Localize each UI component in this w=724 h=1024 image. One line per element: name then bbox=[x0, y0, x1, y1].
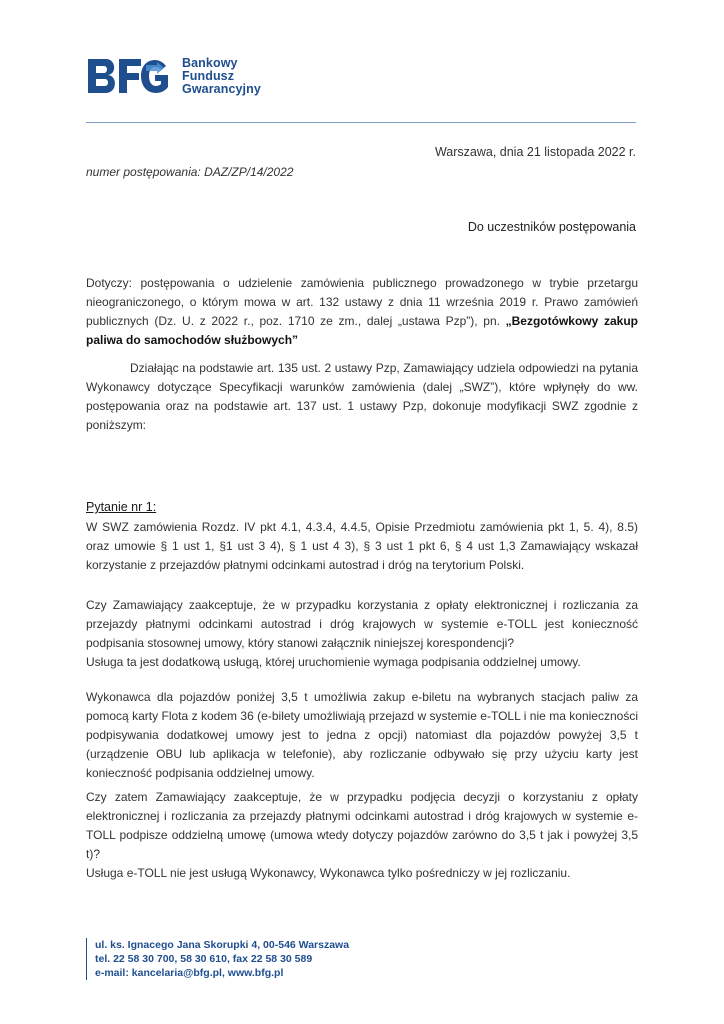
footer-phone: tel. 22 58 30 700, 58 30 610, fax 22 58 30 589 bbox=[95, 953, 313, 965]
subject-text: Dotyczy: postępowania o udzielenie zamówienia publicznego prowadzonego w trybie przetargu nieograniczonego, o którym mowa w art. 132 ustawy z dnia 11 września 2019 r. Prawo zamówień publicznych (Dz. U. z 2022 r., poz. 1710 ze zm., dalej „ustawa Pzp”), pn. bbox=[86, 276, 638, 328]
header-divider bbox=[86, 122, 636, 123]
question-text-3a: Wykonawca dla pojazdów poniżej 3,5 t umożliwia zakup e-biletu na wybranych stacjach paliw za pomocą karty Flota z kodem 36 (e-bilety umożliwiają przejazd w systemie e-TOLL i nie ma konieczności podpisywania dodatkowej umowy jest to jedna z opcji) natomiast dla pojazdów powyżej 3,5 t (urządzenie OBU lub aplikacja w telefonie), aby rozliczanie odbywało się przy użyciu karty jest konieczność podpisania oddzielnej umowy. bbox=[86, 690, 638, 780]
question-title: Pytanie nr 1: bbox=[86, 500, 157, 514]
question-paragraph-1 bbox=[86, 518, 638, 575]
question-text-1: W SWZ zamówienia Rozdz. IV pkt 4.1, 4.3.4, 4.4.5, Opisie Przedmiotu zamówienia pkt 1, 5. 4), 8.5) oraz umowie § 1 ust 1, §1 ust 3 4), § 1 ust 4 3), § 3 ust 1 pkt 6, § 4 ust 1,3 Zamawiający wskazał korzystanie z przejazdów płatnymi odcinkami autostrad i dróg na terytorium Polski. bbox=[86, 520, 638, 572]
procedure-number: numer postępowania: DAZ/ZP/14/2022 bbox=[86, 165, 294, 179]
intro-paragraph bbox=[86, 359, 638, 435]
document-date: Warszawa, dnia 21 listopada 2022 r. bbox=[434, 145, 636, 159]
subject-title: „Bezgotówkowy zakup paliwa do samochodów służbowych” bbox=[86, 314, 638, 347]
logo-line-3: Gwarancyjny bbox=[182, 81, 261, 96]
footer-address: ul. ks. Ignacego Jana Skorupki 4, 00-546 Warszawa bbox=[95, 939, 350, 951]
footer-email: e-mail: kancelaria@bfg.pl, www.bfg.pl bbox=[95, 967, 284, 979]
bfg-logo bbox=[86, 56, 261, 96]
bfg-logo-text bbox=[182, 57, 261, 96]
question-paragraph-2 bbox=[86, 596, 638, 672]
question-paragraph-4 bbox=[86, 788, 638, 883]
bfg-logo-mark-icon bbox=[86, 56, 174, 96]
question-text-3c: Usługa e-TOLL nie jest usługą Wykonawcy, Wykonawca tylko pośredniczy w jej rozliczaniu. bbox=[86, 866, 571, 880]
question-text-3b: Czy zatem Zamawiający zaakceptuje, że w przypadku podjęcia decyzji o korzystaniu z opłaty elektronicznej i rozliczania za przejazdy płatnymi odcinkami autostrad i dróg krajowych w systemie e-TOLL podpisze oddzielną umowę (umowa wtedy dotyczy pojazdów zarówno do 3,5 t jak i powyżej 3,5 t)? bbox=[86, 790, 638, 861]
logo-line-2: Fundusz bbox=[182, 68, 235, 83]
question-paragraph-3 bbox=[86, 688, 638, 783]
footer-contact bbox=[86, 938, 349, 980]
logo-line-1: Bankowy bbox=[182, 55, 238, 70]
subject-paragraph bbox=[86, 274, 638, 350]
question-text-2b: Usługa ta jest dodatkową usługą, której uruchomienie wymaga podpisania oddzielnej umowy. bbox=[86, 655, 581, 669]
addressee: Do uczestników postępowania bbox=[467, 220, 636, 234]
intro-text: Działając na podstawie art. 135 ust. 2 ustawy Pzp, Zamawiający udziela odpowiedzi na pytania Wykonawcy dotyczące Specyfikacji warunków zamówienia (dalej „SWZ”), które wpłynęły do ww. postępowania oraz na podstawie art. 137 ust. 1 ustawy Pzp, dokonuje modyfikacji SWZ zgodnie z poniższym: bbox=[86, 361, 638, 432]
question-text-2a: Czy Zamawiający zaakceptuje, że w przypadku korzystania z opłaty elektronicznej i rozliczania za przejazdy płatnymi odcinkami autostrad i dróg krajowych w systemie e-TOLL jest konieczność podpisania stosownej umowy, który stanowi załącznik niniejszej korespondencji? bbox=[86, 598, 638, 650]
